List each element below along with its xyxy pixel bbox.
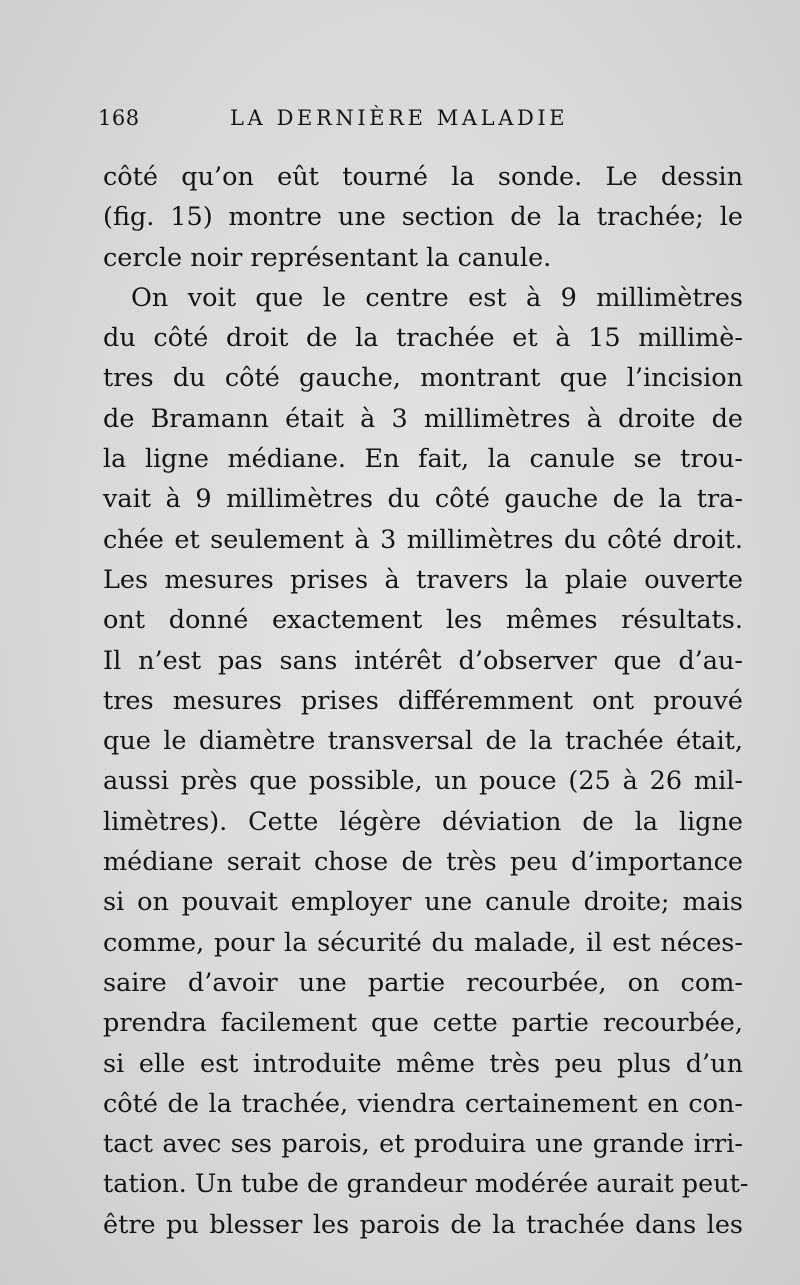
text-line: saire d’avoir une partie recourbée, on com- xyxy=(103,967,743,998)
text-line: vait à 9 millimètres du côté gauche de la tra- xyxy=(103,484,743,515)
body-text xyxy=(103,157,749,1245)
text-line: Les mesures prises à travers la plaie ouverte xyxy=(103,564,743,595)
text-line: (fig. 15) montre une section de la trachée; le xyxy=(103,202,743,233)
page-header xyxy=(98,106,748,140)
text-line: cercle noir représentant la canule. xyxy=(103,242,552,273)
text-line: prendra facilement que cette partie recourbée, xyxy=(103,1008,743,1039)
text-line: chée et seulement à 3 millimètres du côté droit. xyxy=(103,524,743,555)
text-line: que le diamètre transversal de la trachée était, xyxy=(103,726,743,757)
text-line: On voit que le centre est à 9 millimètres xyxy=(131,282,743,313)
text-line: être pu blesser les parois de la trachée dans les xyxy=(103,1209,743,1240)
text-line: tres mesures prises différemment ont prouvé xyxy=(103,685,743,716)
text-line: tation. Un tube de grandeur modérée aurait peut- xyxy=(103,1169,749,1200)
text-line: Il n’est pas sans intérêt d’observer que d’au- xyxy=(103,645,743,676)
running-title: LA DERNIÈRE MALADIE xyxy=(230,106,569,130)
text-line: côté qu’on eût tourné la sonde. Le dessin xyxy=(103,162,743,192)
text-line: si elle est introduite même très peu plus d’un xyxy=(103,1048,743,1079)
text-line: tact avec ses parois, et produira une grande irri- xyxy=(103,1129,743,1160)
text-line: si on pouvait employer une canule droite; mais xyxy=(103,887,743,918)
text-line: côté de la trachée, viendra certainement en con- xyxy=(103,1088,743,1119)
text-line: ont donné exactement les mêmes résultats. xyxy=(103,605,743,636)
text-line: de Bramann était à 3 millimètres à droite de xyxy=(103,403,743,434)
text-line: tres du côté gauche, montrant que l’incision xyxy=(103,363,743,394)
text-line: du côté droit de la trachée et à 15 millimè- xyxy=(103,323,743,354)
page-number: 168 xyxy=(98,106,140,130)
text-line: aussi près que possible, un pouce (25 à 26 mil- xyxy=(103,766,743,797)
text-line: limètres). Cette légère déviation de la ligne xyxy=(103,806,743,837)
text-line: comme, pour la sécurité du malade, il est néces- xyxy=(103,927,743,958)
text-line: médiane serait chose de très peu d’importance xyxy=(103,847,743,878)
text-line: la ligne médiane. En fait, la canule se trou- xyxy=(103,444,743,475)
